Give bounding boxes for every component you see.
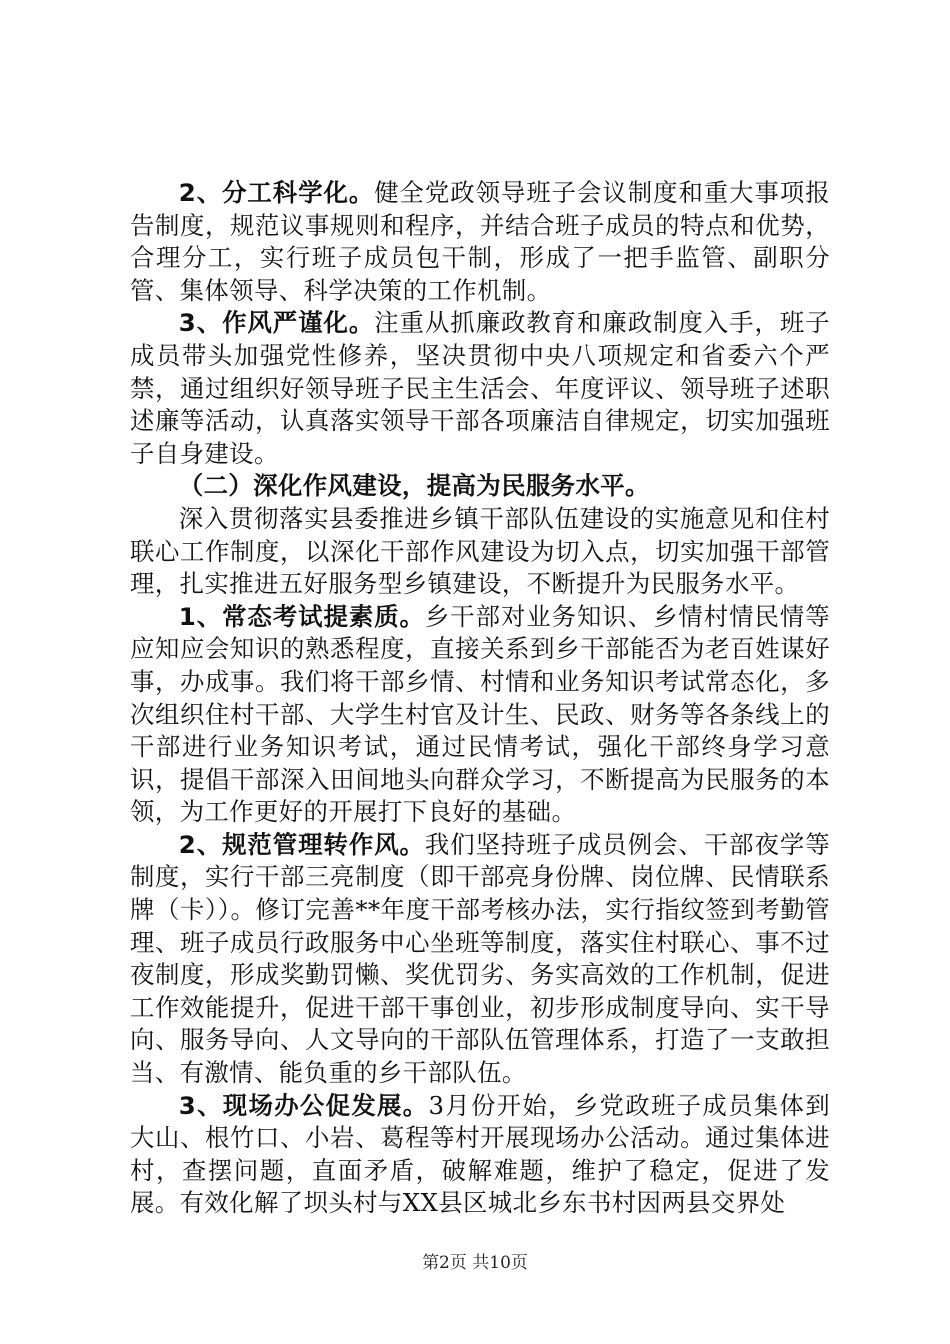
paragraph-text: 健全党政领导班子会议制度和重大事项报告制度，规范议事规则和程序，并结合班子成员的特点和优势，合理分工，实行班子成员包干制，形成了一把手监管、副职分管、集体领导、科学决策的工作机制。 <box>130 178 830 305</box>
section-heading-text: （二）深化作风建设，提高为民服务水平。 <box>178 471 650 501</box>
paragraph-text: 3月份开始，乡党政班子成员集体到大山、根竹口、小岩、葛程等村开展现场办公活动。通过集体进村，查摆问题，直面矛盾，破解难题，维护了稳定，促进了发展。有效化解了坝头村与XX县区城北乡东书村因两县交界处 <box>130 1090 830 1218</box>
paragraph-text: 我们坚持班子成员例会、干部夜学等制度，实行干部三亮制度（即干部亮身份牌、岗位牌、民情联系牌（卡））。修订完善**年度干部考核办法，实行指纹签到考勤管理、班子成员行政服务中心坐班等制度，落实住村联心、事不过夜制度，形成奖勤罚懒、奖优罚劣、务实高效的工作机制，促进工作效能提升，促进干部干事创业，初步形成制度导向、实干导向、服务导向、人文导向的干部队伍管理体系，打造了一支敢担当、有激情、能负重的乡干部队伍。 <box>130 829 830 1088</box>
page-number-label: 第2页 共10页 <box>422 1253 528 1273</box>
document-body <box>130 177 830 1220</box>
paragraph-heading: 3、作风严谨化。 <box>178 308 375 338</box>
section-heading <box>130 470 830 503</box>
paragraph-heading: 2、规范管理转作风。 <box>178 829 425 859</box>
page-footer <box>0 1248 950 1273</box>
paragraph-onsite-office <box>130 1090 830 1220</box>
paragraph-text: 深入贯彻落实县委推进乡镇干部队伍建设的实施意见和住村联心工作制度，以深化干部作风建设为切入点，切实加强干部管理，扎实推进五好服务型乡镇建设，不断提升为民服务水平。 <box>130 503 830 599</box>
paragraph-heading: 1、常态考试提素质。 <box>178 601 425 631</box>
paragraph-text: 注重从抓廉政教育和廉政制度入手，班子成员带头加强党性修养，坚决贯彻中央八项规定和省委六个严禁，通过组织好领导班子民主生活会、年度评议、领导班子述职述廉等活动，认真落实领导干部各项廉洁自律规定，切实加强班子自身建设。 <box>130 308 830 468</box>
paragraph-heading: 2、分工科学化。 <box>178 178 375 207</box>
paragraph-work-style <box>130 307 830 470</box>
paragraph-heading: 3、现场办公促发展。 <box>178 1090 429 1120</box>
paragraph-intro <box>130 503 830 601</box>
paragraph-standard-management <box>130 829 830 1090</box>
paragraph-division-of-labor <box>130 177 830 307</box>
paragraph-regular-exams <box>130 601 830 829</box>
paragraph-text: 乡干部对业务知识、乡情村情民情等应知应会知识的熟悉程度，直接关系到乡干部能否为老百姓谋好事，办成事。我们将干部乡情、村情和业务知识考试常态化，多次组织住村干部、大学生村官及计生、民政、财务等各条线上的干部进行业务知识考试，通过民情考试，强化干部终身学习意识，提倡干部深入田间地头向群众学习，不断提高为民服务的本领，为工作更好的开展打下良好的基础。 <box>130 601 830 827</box>
